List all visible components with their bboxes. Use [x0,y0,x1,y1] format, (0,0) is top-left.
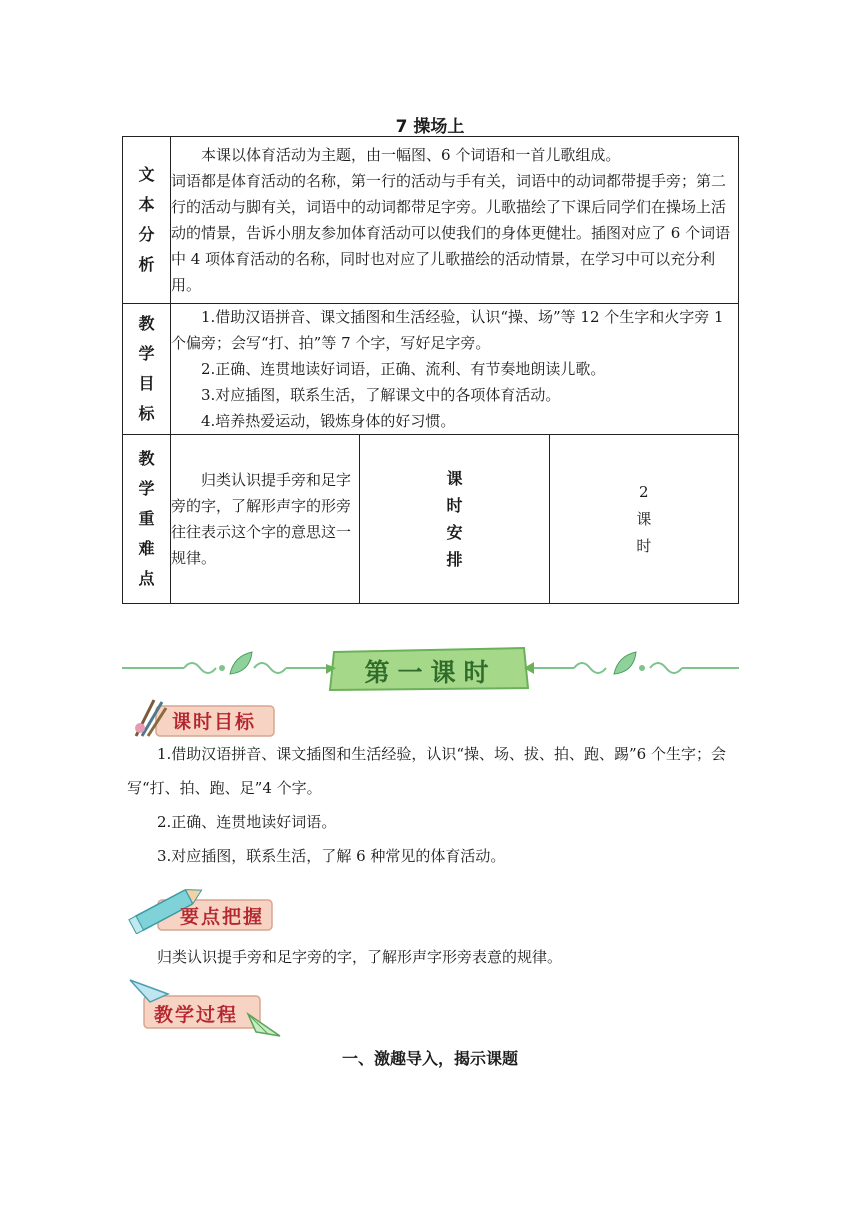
goal-item: 1.借助汉语拼音、课文插图和生活经验，认识“操、场”等 12 个生字和火字旁 1 个偏旁；会写“打、拍”等 7 个字，写好足字旁。 [171,308,724,352]
process-badge [128,976,282,1038]
objective-item: 1.借助汉语拼音、课文插图和生活经验，认识“操、场、拔、拍、跑、踢”6 个生字；会写“打、拍、跑、足”4 个字。 [127,745,726,797]
key-points-badge-label: 要点把握 [180,906,265,928]
schedule-label: 课 时 安 排 [360,435,549,604]
lesson-period-banner [122,644,739,694]
goal-item: 4.培养热爱运动，锻炼身体的好习惯。 [201,412,456,430]
process-subheading: 一、激趣导入，揭示课题 [341,1049,518,1068]
key-points-badge [128,880,278,934]
key-points-content: 归类认识提手旁和足字旁的字，了解形声字的形旁往往表示这个字的意思这一规律。 [171,435,360,604]
lesson-title: 7 操场上 [395,117,465,137]
text-analysis-content [171,137,739,304]
table-row-text-analysis [123,137,739,304]
goal-item: 3.对应插图，联系生活，了解课文中的各项体育活动。 [201,386,561,404]
schedule-value: 2 课 时 [549,435,738,604]
process-badge-label: 教学过程 [154,1004,239,1026]
objective-item: 2.正确、连贯地读好词语。 [157,813,337,831]
key-points-text: 归类认识提手旁和足字旁的字，了解形声字形旁表意的规律。 [157,948,563,966]
banner-title: 第一课时 [364,658,497,687]
teaching-goals-content [171,304,739,435]
row-label-key-points: 教 学 重 难 点 [123,435,171,604]
text-analysis-para-1: 本课以体育活动为主题，由一幅图、6 个词语和一首儿歌组成。 [201,146,621,164]
lesson-plan-table [122,136,739,604]
table-row-key-points [123,435,739,604]
row-label-text-analysis: 文 本 分 析 [123,137,171,304]
text-analysis-para-2: 词语都是体育活动的名称，第一行的活动与手有关，词语中的动词都带提手旁；第二行的活动与脚有关，词语中的动词都带足字旁。儿歌描绘了下课后同学们在操场上活动的情景，告诉小朋友参加体育活动可以使我们的身体更健壮。插图对应了 6 个词语中 4 项体育活动的名称，同时也对应了儿歌描绘的活动情景，在学习中可以充分利用。 [171,172,731,294]
objectives-badge-label: 课时目标 [172,711,257,733]
table-row-teaching-goals [123,304,739,435]
objectives-list [127,737,739,873]
goal-item: 2.正确、连贯地读好词语，正确、流利、有节奏地朗读儿歌。 [201,360,606,378]
objectives-badge [128,696,278,740]
objective-item: 3.对应插图，联系生活，了解 6 种常见的体育活动。 [157,847,506,865]
row-label-teaching-goals: 教 学 目 标 [123,304,171,435]
